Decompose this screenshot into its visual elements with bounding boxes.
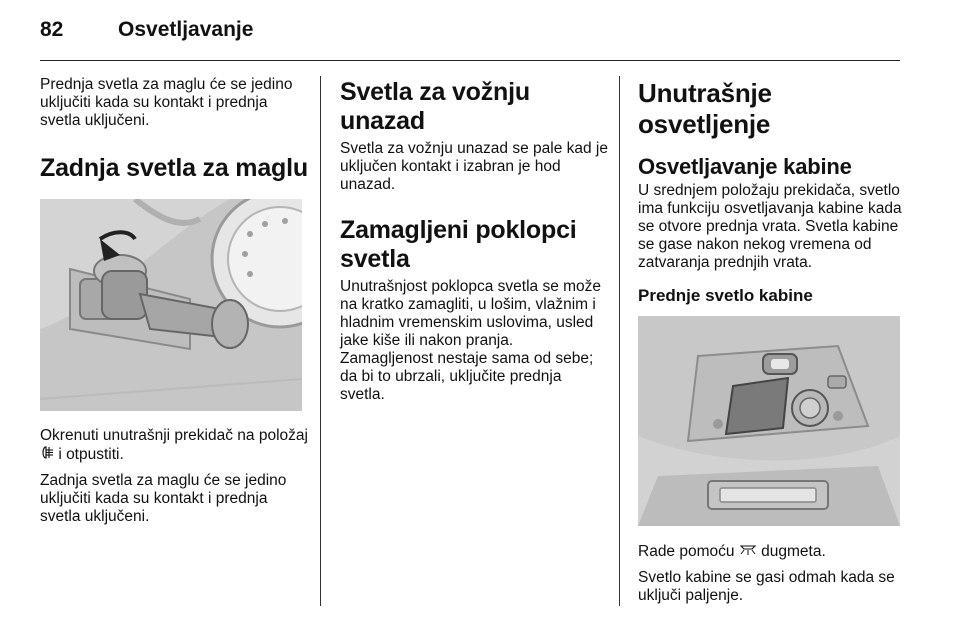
button-instruction-prefix: Rade pomoću — [638, 543, 735, 560]
ignition-text: Svetlo kabine se gasi odmah kada se uključi paljenje. — [638, 569, 895, 604]
button-instruction-suffix: dugmeta. — [761, 543, 826, 560]
fog-light-switch-drawing — [40, 199, 302, 411]
page-number: 82 — [40, 18, 64, 41]
column-divider-1 — [320, 76, 321, 606]
heading-fogged-covers: Zamagljeni poklopci svetla — [340, 216, 577, 273]
heading-front-cabin-lamp: Prednje svetlo kabine — [638, 286, 813, 305]
button-instruction — [638, 542, 903, 561]
fogged-covers-text: Unutrašnjost poklopca svetla se može na kratko zamagliti, u lošim, vlažnim i hladnim vremenskim uslovima, usled jake kiše ili nakon pranja. Zamagljenost nestaje sama od sebe; da bi to ubrzali, uključite prednja svetla. — [340, 278, 602, 403]
reverse-lights-text: Svetla za vožnju unazad se pale kad je uključen kontakt i izabran je hod unazad. — [340, 140, 608, 193]
column-right — [638, 76, 903, 613]
page-title: Osvetljavanje — [118, 18, 254, 41]
heading-cabin-lighting: Osvetljavanje kabine — [638, 154, 852, 179]
column-middle — [340, 76, 608, 412]
rear-fog-instruction — [40, 427, 308, 464]
heading-rear-fog-lights: Zadnja svetla za maglu — [40, 154, 308, 182]
interior-light-icon — [739, 542, 757, 560]
column-divider-2 — [619, 76, 620, 606]
rear-fog-light-icon — [40, 445, 54, 463]
front-cabin-lamp-illustration — [638, 316, 900, 526]
instruction-prefix: Okrenuti unutrašnji prekidač na položaj — [40, 427, 308, 444]
intro-paragraph: Prednja svetla za maglu će se jedino uključiti kada su kontakt i prednja svetla uključeni. — [40, 76, 293, 129]
fog-light-switch-illustration — [40, 199, 302, 411]
cabin-lighting-text: U srednjem položaju prekidača, svetlo ima funkciju osvetljavanja kabine kada se otvore prednja vrata. Svetla kabine se gase nakon nekog vremena od zatvaranja prednjih vrata. — [638, 182, 902, 271]
front-cabin-lamp-drawing — [638, 316, 900, 526]
header-rule — [40, 60, 900, 61]
heading-interior-lighting: Unutrašnje osvetljenje — [638, 78, 772, 139]
column-left — [40, 76, 308, 534]
rear-fog-note: Zadnja svetla za maglu će se jedino uključiti kada su kontakt i prednja svetla uključeni. — [40, 472, 287, 525]
instruction-suffix: i otpustiti. — [58, 446, 124, 463]
heading-reverse-lights: Svetla za vožnju unazad — [340, 78, 530, 135]
